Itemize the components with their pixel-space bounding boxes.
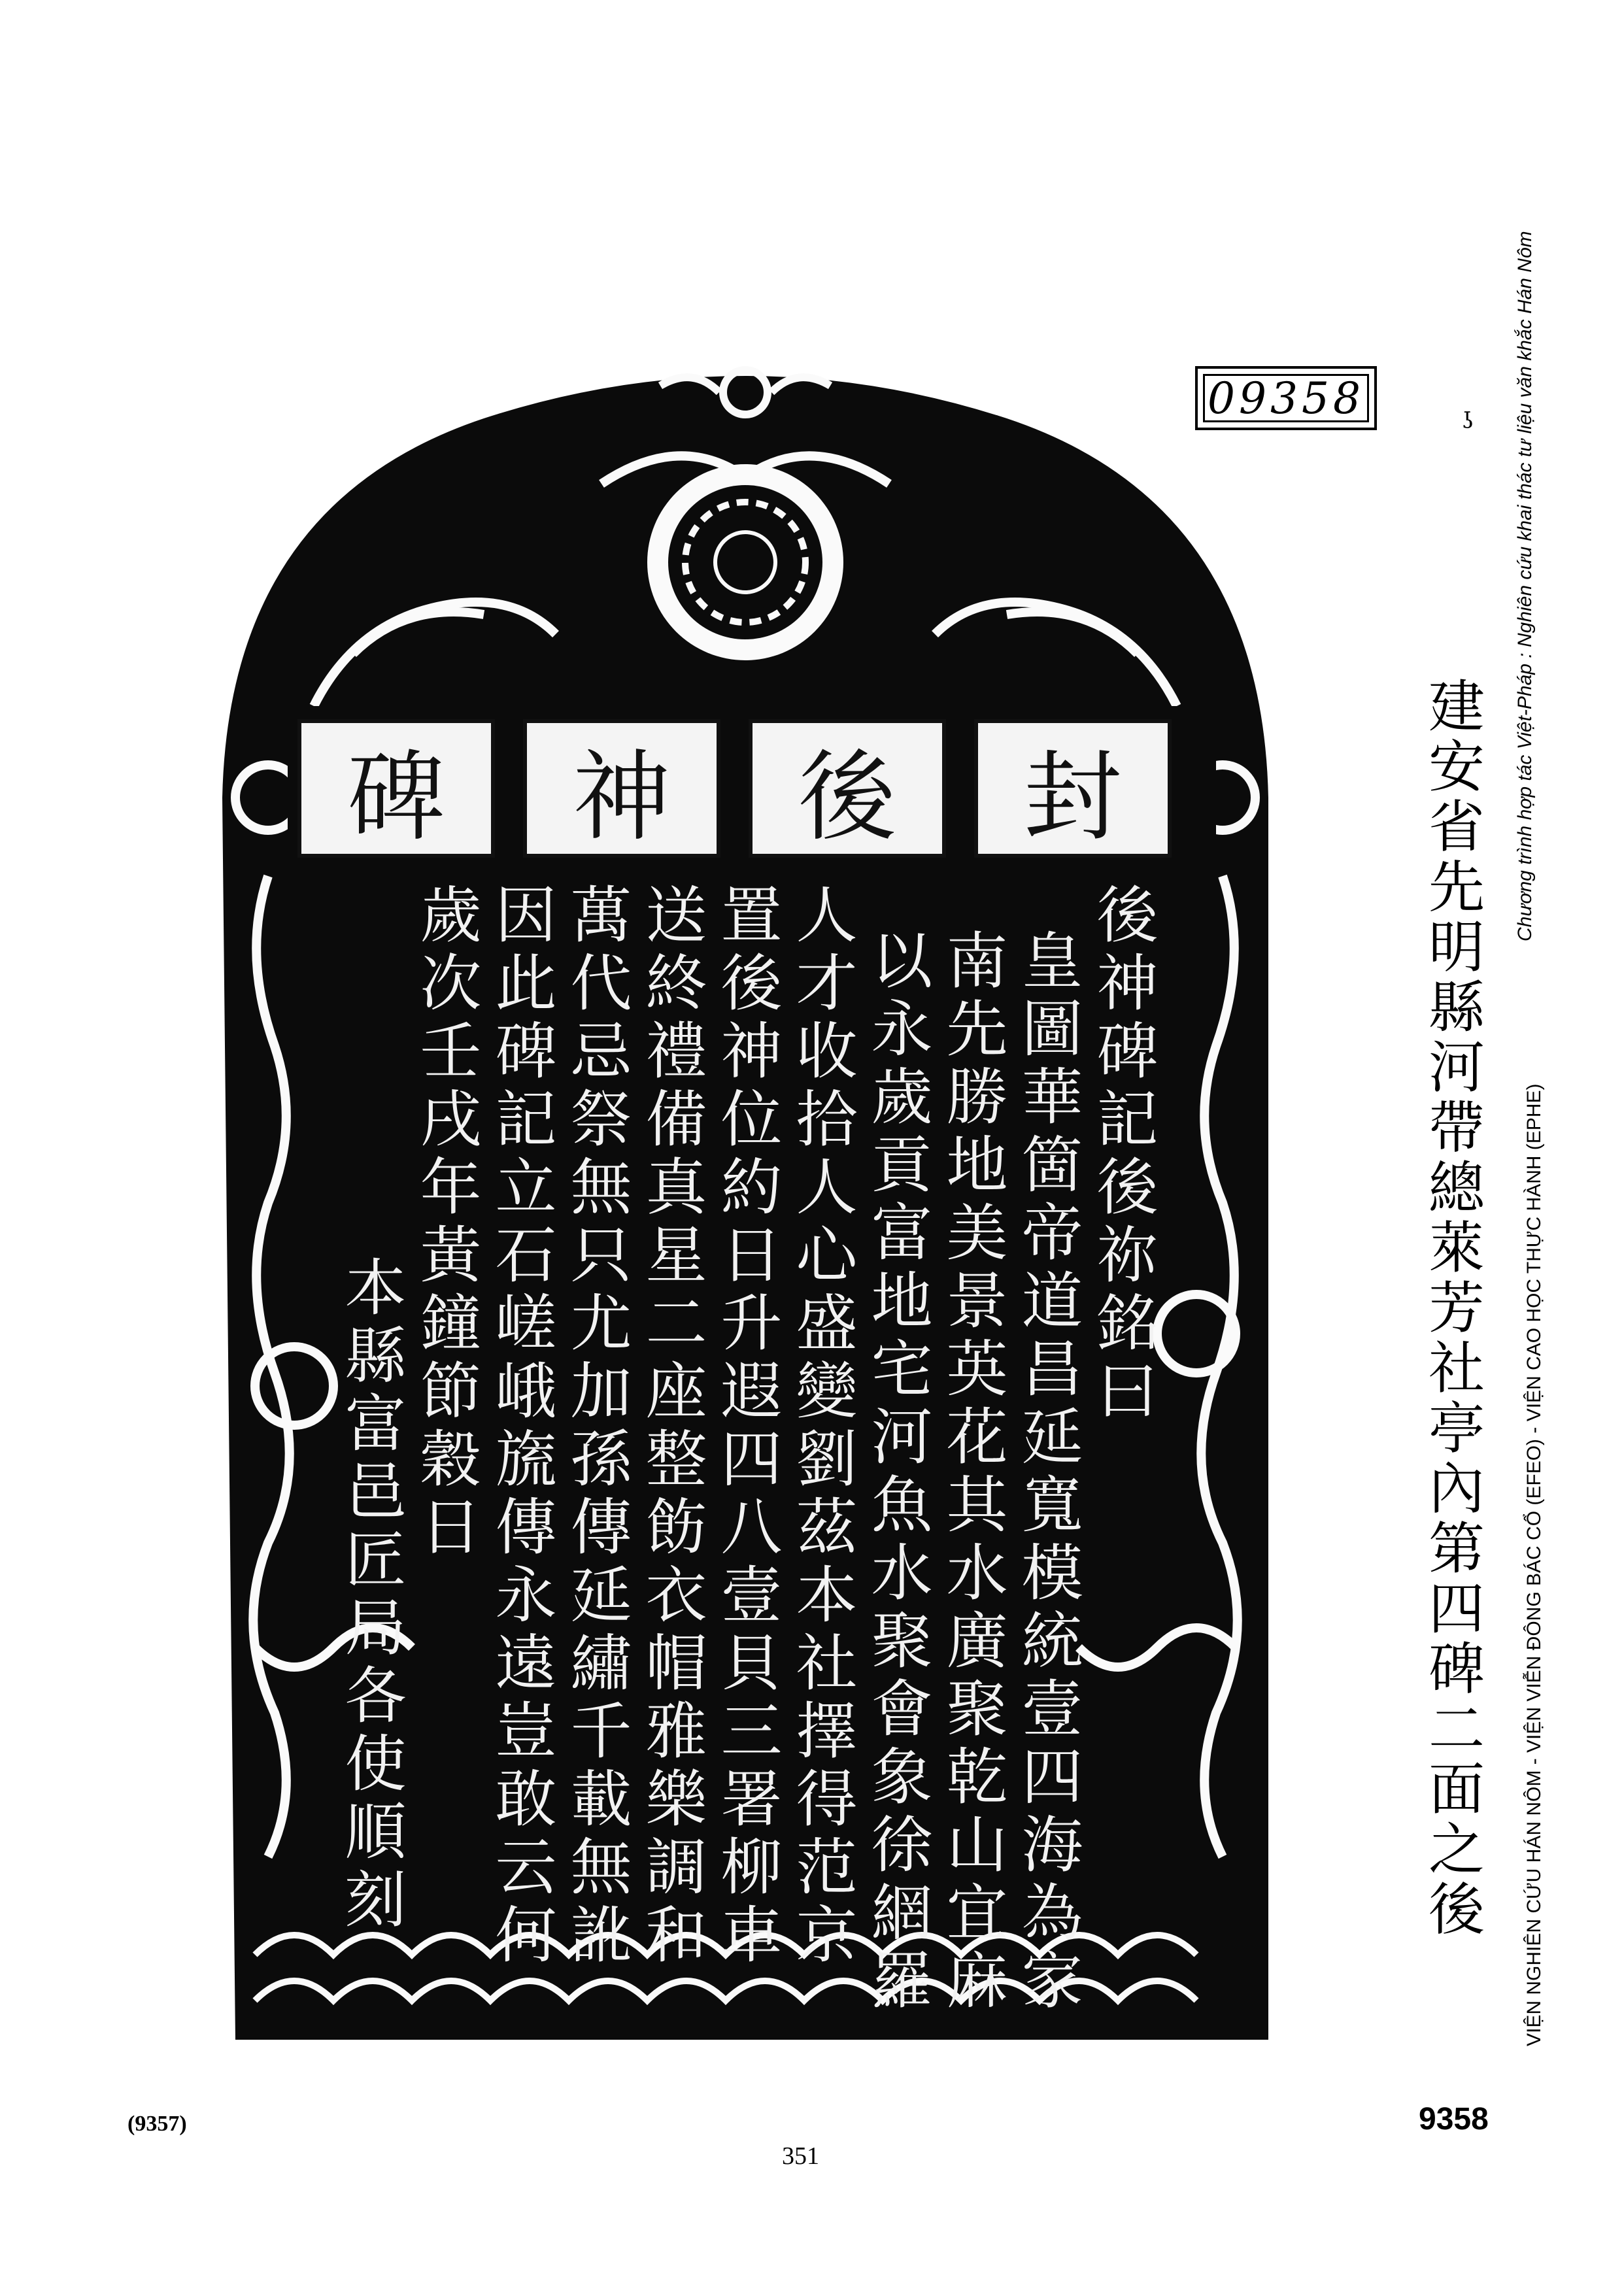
inscription-column: 以永歲貢富地宅河魚水聚會象徐網羅 <box>860 928 932 2016</box>
inscription-column: 人才收拾人心盛變劉茲本社擇得范京 <box>785 883 856 1970</box>
inscription-column: 送終禮備真星二座整飭衣帽雅樂調和 <box>635 883 706 1970</box>
stele-title-char: 碑 <box>297 719 495 858</box>
stele-title-char: 神 <box>523 719 720 858</box>
inscription-column: 南先勝地美景英花其水廣聚乾山宜麻 <box>936 928 1007 2016</box>
catalog-number-box <box>1195 366 1377 430</box>
inscription-column: 萬代忌祭無只尤加孫傳延繡千載無訛 <box>560 883 631 1970</box>
inscription-column: 歲次壬戌年黃鐘節穀日 <box>409 883 481 1562</box>
stele-rubbing <box>144 340 1347 2066</box>
inscription-column: 後神碑記後祢銘曰 <box>1086 883 1157 1427</box>
inscription-column: 置後神位約日升遐四八壹貝三署柳車 <box>710 883 781 1970</box>
sun-disc-icon <box>647 464 843 660</box>
inscription-column: 因此碑記立石嵯峨旒傳永遠豈敢云何 <box>484 883 556 1970</box>
catalog-number: 09358 <box>1203 374 1369 422</box>
location-caption: 建安省先明縣河帶總萊芳社亭內第四碑二面之後 <box>1419 677 1484 1940</box>
inscription-column: 本縣富邑匠局各使順刻 <box>334 1255 405 1935</box>
page-number: 351 <box>782 2142 819 2170</box>
scan-mark: ʖ <box>1462 408 1474 434</box>
institute-credit: VIỆN NGHIÊN CỨU HÁN NÔM - VIỆN VIỄN ĐÔNG BÁC CỔ (EFEO) - VIỆN CAO HỌC THỰC HÀNH (EPHE) <box>1523 1083 1545 2046</box>
previous-item-number: (9357) <box>127 2112 187 2136</box>
inscription-column: 皇圖華箇帝道昌延寬模統壹四海為家 <box>1011 928 1082 2016</box>
item-number: 9358 <box>1419 2102 1489 2136</box>
stele-title-char: 封 <box>974 719 1172 858</box>
program-credit: Chương trình hợp tác Việt-Pháp : Nghiên cứu khai thác tư liệu văn khắc Hán Nôm <box>1514 231 1536 941</box>
stele-title-char: 後 <box>749 719 946 858</box>
